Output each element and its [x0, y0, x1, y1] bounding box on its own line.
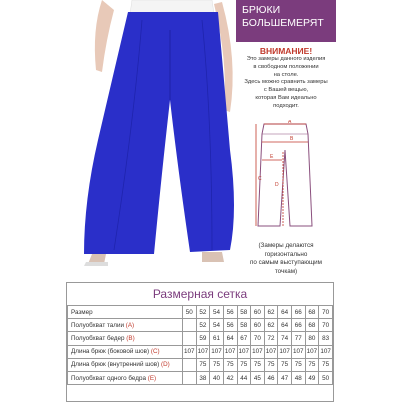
size-cell: 107: [196, 345, 210, 358]
measurement-diagram: [250, 120, 320, 230]
size-cell: 48: [292, 371, 306, 384]
size-cell: 107: [183, 345, 197, 358]
size-header-row: [68, 306, 333, 319]
size-cell: 50: [319, 371, 333, 384]
product-title-line2: БОЛЬШЕМЕРЯТ: [242, 17, 324, 30]
size-cell: 45: [251, 371, 265, 384]
warning-line: на столе.: [273, 71, 299, 78]
size-cell: 67: [237, 332, 251, 345]
size-header-cell: 62: [264, 306, 278, 319]
size-cell: 46: [264, 371, 278, 384]
size-row: [68, 319, 333, 332]
size-header-cell: 64: [278, 306, 292, 319]
size-cell: 40: [210, 371, 224, 384]
size-header-cell: 56: [223, 306, 237, 319]
size-row-code: (D): [160, 361, 170, 369]
size-row-label-text: Длина брюк (боковой шов): [71, 348, 150, 356]
size-cell: 75: [210, 358, 224, 371]
warning-title: ВНИМАНИЕ!: [259, 46, 313, 56]
size-cell: 59: [196, 332, 210, 345]
product-title-box: [236, 0, 336, 42]
size-header-label: Размер: [68, 306, 183, 319]
size-row-code: (C): [150, 348, 160, 356]
size-cell: [183, 358, 197, 371]
warning-line: с Вашей вещью,: [263, 87, 309, 94]
size-cell: 75: [196, 358, 210, 371]
size-row-label: [68, 332, 183, 345]
size-cell: 107: [305, 345, 319, 358]
size-row: [68, 345, 333, 358]
size-chart: [66, 282, 334, 402]
size-row-code: (E): [147, 374, 157, 382]
size-cell: 75: [264, 358, 278, 371]
measure-note-line: горизонтально: [264, 250, 308, 258]
size-cell: 107: [237, 345, 251, 358]
label-a: A: [288, 120, 292, 125]
size-cell: 52: [196, 319, 210, 332]
product-title-line1: БРЮКИ: [242, 4, 281, 16]
label-d: D: [275, 182, 279, 188]
size-cell: 107: [264, 345, 278, 358]
size-cell: 44: [237, 371, 251, 384]
size-cell: 74: [278, 332, 292, 345]
size-cell: 60: [251, 319, 265, 332]
label-e: E: [270, 154, 274, 160]
size-header-cell: 50: [183, 306, 197, 319]
measure-note-line: по самым выступающим: [249, 259, 323, 266]
size-header-cell: 52: [196, 306, 210, 319]
size-cell: 107: [319, 345, 333, 358]
size-cell: 58: [237, 319, 251, 332]
size-cell: 107: [251, 345, 265, 358]
size-cell: 47: [278, 371, 292, 384]
size-cell: 75: [251, 358, 265, 371]
size-row: [68, 371, 333, 384]
warning-line: подходит.: [273, 102, 299, 109]
size-row: [68, 358, 333, 371]
size-row-label-text: Полуобхват талии: [71, 321, 124, 329]
measure-note-line: точкам): [274, 267, 298, 275]
label-c: C: [258, 176, 262, 182]
product-photo: [62, 0, 240, 270]
size-cell: 77: [292, 332, 306, 345]
size-cell: 83: [319, 332, 333, 345]
size-cell: 64: [278, 319, 292, 332]
size-cell: 72: [264, 332, 278, 345]
size-cell: 66: [292, 319, 306, 332]
size-header-cell: 68: [305, 306, 319, 319]
size-cell: 70: [251, 332, 265, 345]
size-cell: 62: [264, 319, 278, 332]
size-chart-title: Размерная сетка: [152, 287, 248, 301]
size-cell: 54: [210, 319, 224, 332]
warning-line: которая Вам идеально: [255, 95, 317, 102]
size-cell: 75: [305, 358, 319, 371]
size-cell: 107: [292, 345, 306, 358]
size-header-cell: 54: [210, 306, 224, 319]
size-cell: 61: [210, 332, 224, 345]
size-row-label: [68, 358, 183, 371]
size-row-label: [68, 319, 183, 332]
size-cell: 75: [278, 358, 292, 371]
size-row-label: [68, 345, 183, 358]
size-cell: 75: [237, 358, 251, 371]
size-cell: 80: [305, 332, 319, 345]
size-cell: 75: [319, 358, 333, 371]
size-row: [68, 332, 333, 345]
size-row-label: [68, 371, 183, 384]
warning-line: Это замеры данного изделия: [246, 56, 326, 62]
size-header-cell: 66: [292, 306, 306, 319]
size-cell: 68: [305, 319, 319, 332]
warning-note: [236, 56, 336, 111]
size-header-cell: 70: [319, 306, 333, 319]
size-cell: 49: [305, 371, 319, 384]
size-cell: 38: [196, 371, 210, 384]
size-cell: 42: [223, 371, 237, 384]
size-cell: 107: [278, 345, 292, 358]
size-header-cell: 58: [237, 306, 251, 319]
size-row-code: (A): [125, 321, 135, 329]
size-row-code: (B): [126, 334, 135, 342]
size-cell: 56: [223, 319, 237, 332]
size-cell: [183, 319, 197, 332]
size-row-label-text: Длина брюк (внутренний шов): [71, 361, 160, 369]
measure-note-line: (Замеры делаются: [258, 242, 314, 249]
measure-note: [236, 242, 336, 276]
size-cell: 107: [223, 345, 237, 358]
size-cell: 70: [319, 319, 333, 332]
size-table: [67, 305, 333, 385]
label-b: B: [290, 136, 294, 142]
size-row-label-text: Полуобхват бедер: [71, 334, 125, 342]
warning-line: Здесь можно сравнить замеры: [244, 79, 328, 86]
size-header-cell: 60: [251, 306, 265, 319]
size-row-label-text: Полуобхват одного бедра: [71, 374, 146, 382]
size-cell: 75: [292, 358, 306, 371]
size-cell: 64: [223, 332, 237, 345]
size-cell: 75: [223, 358, 237, 371]
size-cell: [183, 332, 197, 345]
warning-line: в свободном положении: [253, 63, 319, 70]
size-cell: [183, 371, 197, 384]
size-cell: 107: [210, 345, 224, 358]
